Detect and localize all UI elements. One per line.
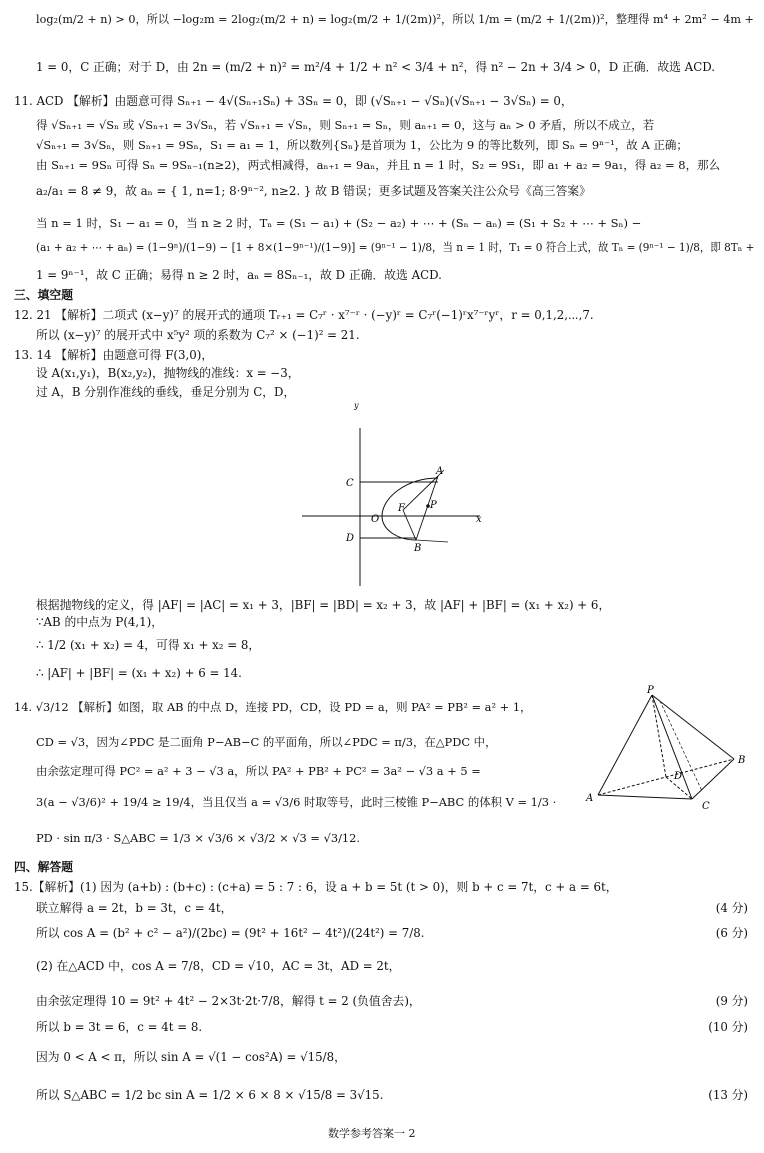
text-line: log₂(m/2 + n) > 0，所以 −log₂m = 2log₂(m/2 + n) = log₂(m/2 + 1/(2m))²，所以 1/m = (m/2 + 1/(2m))²，整理得 m⁴ + 2m² − 4m + — [36, 12, 754, 26]
text-line: 1 = 9ⁿ⁻¹，故 C 正确；易得 n ≥ 2 时，aₙ = 8Sₙ₋₁，故 D 正确．故选 ACD. — [36, 268, 442, 282]
point-f-label: F — [398, 503, 405, 514]
text-line: 由 Sₙ₊₁ = 9Sₙ 可得 Sₙ = 9Sₙ₋₁(n≥2)，两式相减得，aₙ₊₁ = 9aₙ，并且 n = 1 时，S₂ = 9S₁，即 a₁ + a₂ = 9a₁，得 a₂ = 8，那么 — [36, 158, 721, 172]
text-line: 13. 14 【解析】由题意可得 F(3,0)， — [14, 348, 214, 362]
point-a-label: A — [436, 466, 444, 477]
tetrahedron-figure — [584, 683, 754, 813]
text-line: 所以 S△ABC = 1/2 bc sin A = 1/2 × 6 × 8 × √15/8 = 3√15. — [36, 1088, 384, 1102]
text-line: 3(a − √3/6)² + 19/4 ≥ 19/4，当且仅当 a = √3/6 时取等号，此时三棱锥 P−ABC 的体积 V = 1/3 · — [36, 795, 557, 809]
page-footer: 数学参考答案一 2 — [328, 1127, 416, 1140]
vertex-a-label: A — [586, 793, 594, 804]
point-b-label: B — [414, 543, 422, 554]
text-line: 联立解得 a = 2t，b = 3t，c = 4t， — [36, 901, 233, 915]
score-marker: (13 分) — [708, 1088, 748, 1102]
text-line: (2) 在△ACD 中，cos A = 7/8，CD = √10，AC = 3t，AD = 2t， — [36, 959, 401, 973]
text-line: 当 n = 1 时，S₁ − a₁ = 0，当 n ≥ 2 时，Tₙ = (S₁ − a₁) + (S₂ − a₂) + ⋯ + (Sₙ − aₙ) = (S₁ + S₂ + ⋯ + Sₙ) − — [36, 216, 642, 230]
text-line: 所以 (x−y)⁷ 的展开式中 x⁵y² 项的系数为 C₇² × (−1)² = 21. — [36, 328, 360, 342]
text-line: 所以 b = 3t = 6，c = 4t = 8. — [36, 1020, 203, 1034]
text-line: ∴ |AF| + |BF| = (x₁ + x₂) + 6 = 14. — [36, 666, 242, 680]
score-marker: (9 分) — [715, 994, 748, 1008]
vertex-b-label: B — [738, 755, 746, 766]
text-line: 12. 21 【解析】二项式 (x−y)⁷ 的展开式的通项 Tᵣ₊₁ = C₇ʳ · x⁷⁻ʳ · (−y)ʳ = C₇ʳ(−1)ʳx⁷⁻ʳyʳ，r = 0,1,2,⋯,7. — [14, 308, 594, 322]
text-line: 因为 0 < A < π，所以 sin A = √(1 − cos²A) = √15/8， — [36, 1050, 346, 1064]
text-line: 所以 cos A = (b² + c² − a²)/(2bc) = (9t² + 16t² − 4t²)/(24t²) = 7/8. — [36, 926, 425, 940]
text-line: 14. √3/12 【解析】如图，取 AB 的中点 D，连接 PD，CD，设 PD = a，则 PA² = PB² = a² + 1， — [14, 700, 532, 714]
text-line: 设 A(x₁,y₁)，B(x₂,y₂)，抛物线的准线：x = −3， — [36, 366, 300, 380]
section-heading: 四、解答题 — [14, 860, 73, 874]
origin-label: O — [371, 514, 380, 525]
text-line: 由余弦定理可得 PC² = a² + 3 − √3 a，所以 PA² + PB² + PC² = 3a² − √3 a + 5 = — [36, 764, 481, 778]
text-line: CD = √3，因为∠PDC 是二面角 P−AB−C 的平面角，所以∠PDC = π/3，在△PDC 中， — [36, 735, 497, 749]
vertex-p-label: P — [647, 685, 654, 696]
parabola-figure — [298, 398, 490, 592]
x-axis-label: x — [476, 514, 482, 525]
score-marker: (6 分) — [715, 926, 748, 940]
text-line: a₂/a₁ = 8 ≠ 9，故 aₙ = { 1, n=1; 8·9ⁿ⁻², n≥2. } 故 B 错误；更多试题及答案关注公众号《高三答案》 — [36, 184, 591, 198]
text-line: (a₁ + a₂ + ⋯ + aₙ) = (1−9ⁿ)/(1−9) − [1 + 8×(1−9ⁿ⁻¹)/(1−9)] = (9ⁿ⁻¹ − 1)/8，当 n = 1 时，T₁ = 0 符合上式，故 Tₙ = (9ⁿ⁻¹ − 1)/8，即 8Tₙ + — [36, 241, 755, 254]
text-line: 过 A，B 分别作准线的垂线，垂足分别为 C，D， — [36, 385, 296, 399]
text-line: √Sₙ₊₁ = 3√Sₙ，则 Sₙ₊₁ = 9Sₙ，S₁ = a₁ = 1，所以数列{Sₙ}是首项为 1，公比为 9 的等比数列，即 Sₙ = 9ⁿ⁻¹，故 A 正确； — [36, 138, 688, 152]
text-line: PD · sin π/3 · S△ABC = 1/3 × √3/6 × √3/2 × √3 = √3/12. — [36, 831, 361, 845]
score-marker: (4 分) — [715, 901, 748, 915]
point-d-label: D — [674, 771, 683, 782]
text-line: 根据抛物线的定义，得 |AF| = |AC| = x₁ + 3，|BF| = |BD| = x₂ + 3，故 |AF| + |BF| = (x₁ + x₂) + 6， — [36, 598, 611, 612]
y-axis-label: y — [354, 401, 359, 410]
point-p-label: P — [430, 500, 437, 511]
text-line: 1 = 0，C 正确；对于 D，由 2n = (m/2 + n)² = m²/4 + 1/2 + n² < 3/4 + n²，得 n² − 2n + 3/4 > 0，D 正确．故选 ACD. — [36, 60, 716, 74]
text-line: 11. ACD 【解析】由题意可得 Sₙ₊₁ − 4√(Sₙ₊₁Sₙ) + 3Sₙ = 0，即 (√Sₙ₊₁ − √Sₙ)(√Sₙ₊₁ − 3√Sₙ) = 0， — [14, 94, 573, 108]
section-heading: 三、填空题 — [14, 288, 73, 302]
point-c-label: C — [346, 478, 354, 489]
text-line: ∵AB 的中点为 P(4,1)， — [36, 615, 164, 629]
text-line: ∴ 1/2 (x₁ + x₂) = 4，可得 x₁ + x₂ = 8， — [36, 638, 261, 652]
text-line: 由余弦定理得 10 = 9t² + 4t² − 2×3t·2t·7/8，解得 t = 2 (负值舍去)， — [36, 994, 421, 1008]
point-d-label: D — [346, 533, 355, 544]
vertex-c-label: C — [702, 801, 710, 812]
text-line: 得 √Sₙ₊₁ = √Sₙ 或 √Sₙ₊₁ = 3√Sₙ，若 √Sₙ₊₁ = √Sₙ，则 Sₙ₊₁ = Sₙ，则 aₙ₊₁ = 0，这与 aₙ > 0 矛盾，所以不成立，若 — [36, 118, 655, 132]
score-marker: (10 分) — [708, 1020, 748, 1034]
text-line: 15.【解析】(1) 因为 (a+b) : (b+c) : (c+a) = 5 : 7 : 6，设 a + b = 5t (t > 0)，则 b + c = 7t，c + a = 6t， — [14, 880, 618, 894]
